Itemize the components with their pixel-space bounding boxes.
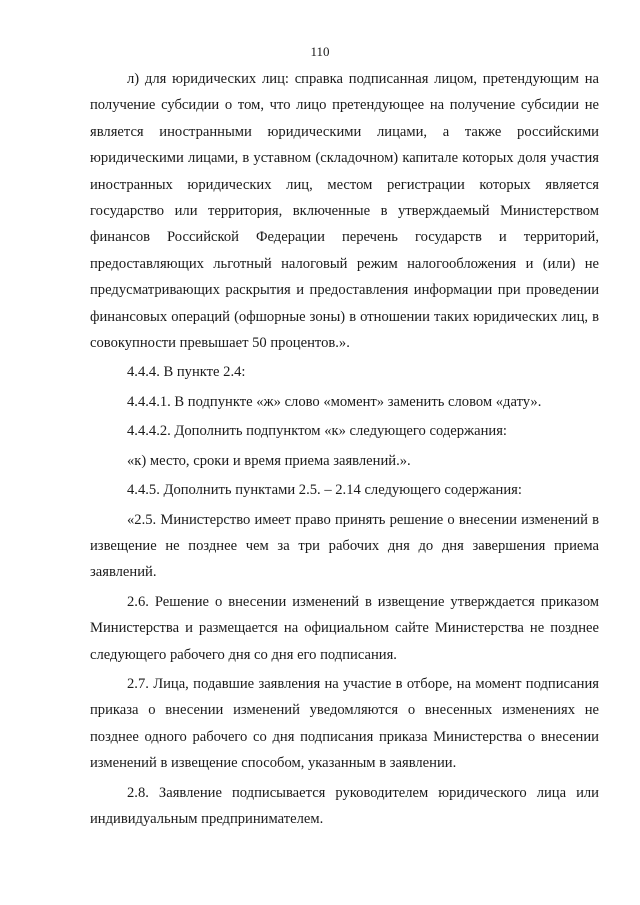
paragraph-4-4-4-2: 4.4.4.2. Дополнить подпунктом «к» следующего содержания: xyxy=(127,423,507,440)
paragraph-l-certificate: л) для юридических лиц: справка подписанная лицом, претендующим на получение субсидии о том, что лицо претендующее на получение субсидии не является иностранными юридическими лицами, а также российскими юридическими лицами, в уставном (складочном) капитале которых доля участия иностранных юридических лиц, местом регистрации которых является государство или территория, включенные в утверждаемый Министерством финансов Российской Федерации перечень государств и территорий, предоставляющих льготный налоговый режим налогообложения и (или) не предусматривающих раскрытия и предоставления информации при проведении финансовых операций (офшорные зоны) в отношении таких юридических лиц, в совокупности превышает 50 процентов.». xyxy=(90,71,599,352)
paragraph-4-4-5: 4.4.5. Дополнить пунктами 2.5. – 2.14 следующего содержания: xyxy=(127,482,522,499)
page-number: 110 xyxy=(310,44,330,59)
paragraph-4-4-4: 4.4.4. В пункте 2.4: xyxy=(127,364,246,381)
paragraph-2-5: «2.5. Министерство имеет право принять решение о внесении изменений в извещение не позднее чем за три рабочих дня до дня завершения приема заявлений. xyxy=(90,511,599,581)
paragraph-2-6: 2.6. Решение о внесении изменений в извещение утверждается приказом Министерства и размещается на официальном сайте Министерства не позднее следующего рабочего дня со дня его подписания. xyxy=(90,593,599,663)
paragraph-2-7: 2.7. Лица, подавшие заявления на участие в отборе, на момент подписания приказа о внесении изменений уведомляются о внесенных изменениях не позднее одного рабочего со дня подписания приказа Министерства о внесении изменений в извещение способом, указанным в заявлении. xyxy=(90,675,599,772)
paragraph-4-4-4-1: 4.4.4.1. В подпункте «ж» слово «момент» заменить словом «дату». xyxy=(127,393,542,410)
paragraph-2-8: 2.8. Заявление подписывается руководителем юридического лица или индивидуальным предпринимателем. xyxy=(90,784,599,827)
paragraph-k-place-time: «к) место, сроки и время приема заявлений.». xyxy=(127,452,411,469)
document-body xyxy=(90,66,599,835)
